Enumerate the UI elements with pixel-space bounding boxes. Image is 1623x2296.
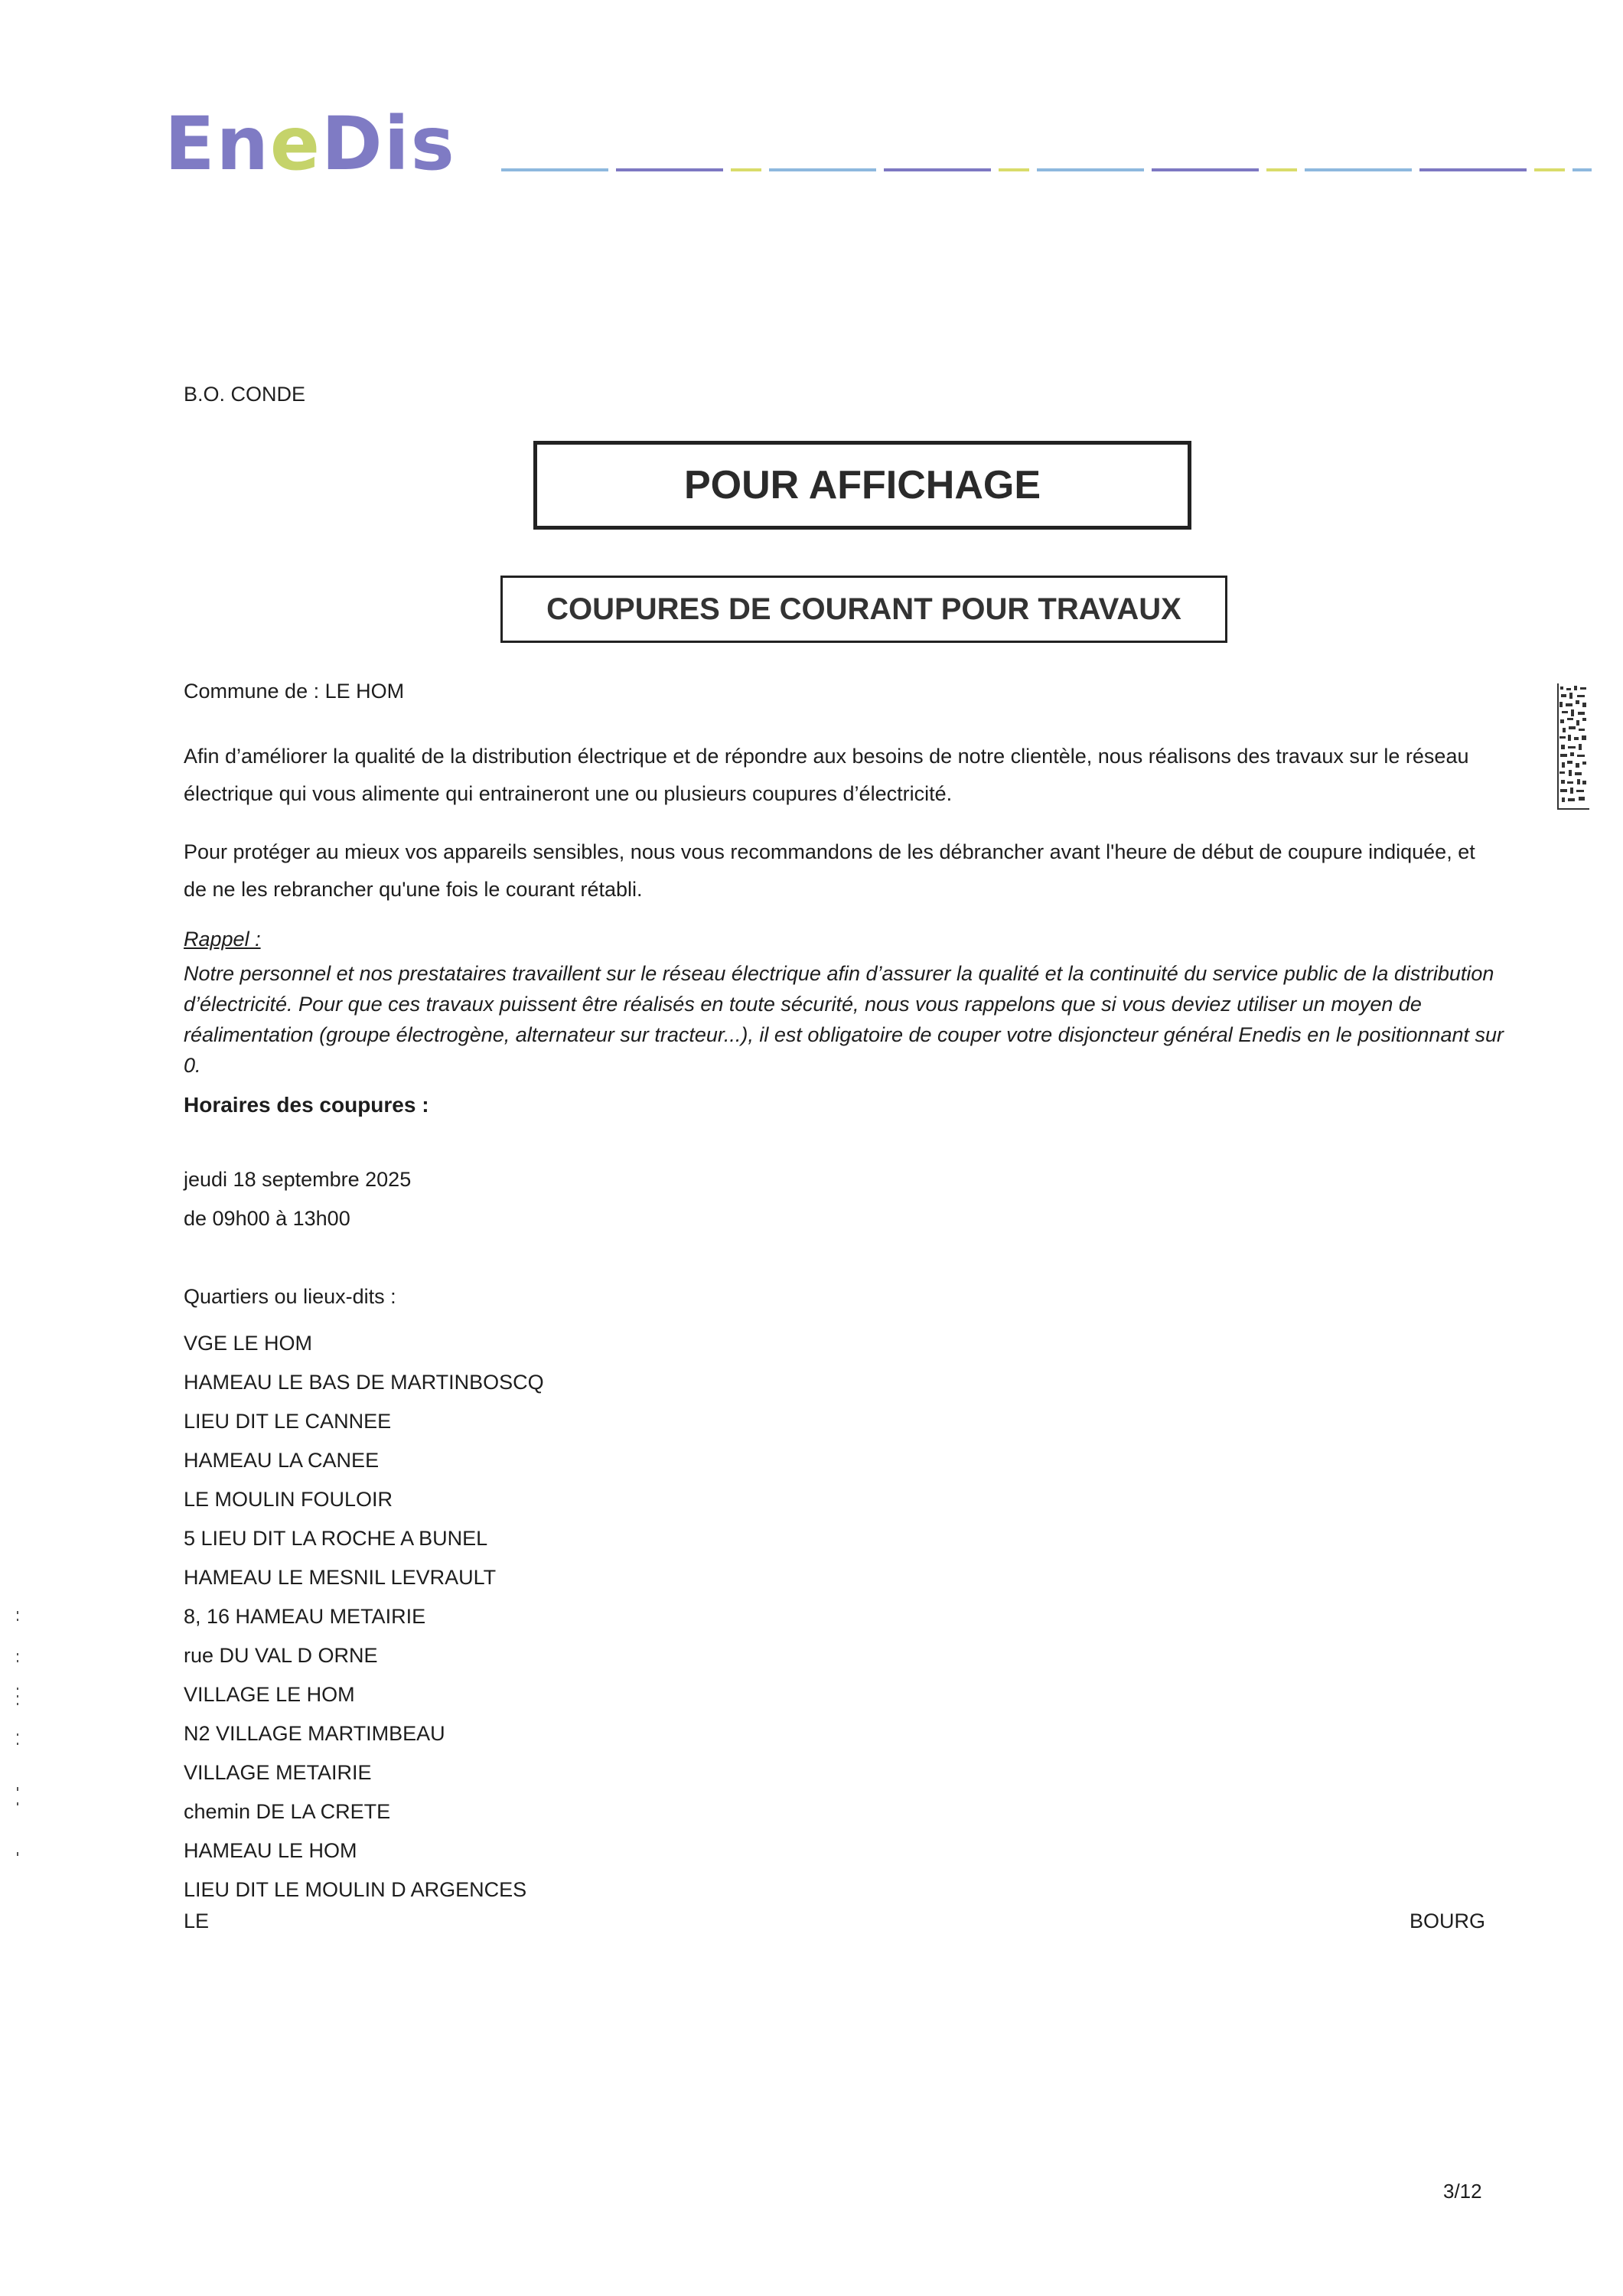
commune-line: Commune de : LE HOM xyxy=(184,680,405,703)
list-item: 8, 16 HAMEAU METAIRIE xyxy=(184,1605,426,1628)
list-item: VILLAGE METAIRIE xyxy=(184,1761,372,1784)
list-item: LIEU DIT LE CANNEE xyxy=(184,1410,392,1433)
last-line-right: BOURG xyxy=(1410,1910,1486,1932)
lieux-heading: Quartiers ou lieux-dits : xyxy=(184,1285,396,1308)
rappel-text: Notre personnel et nos prestataires travaillent sur le réseau électrique afin d’assurer la qualité et la continuité du service public de la distribution d’électricité. Pour que ces travaux puissent être réalisés en toute sécurité, nous vous rappelons que si vous deviez utiliser un moyen de réalimentation (groupe électrogène, alternateur sur tracteur...), il est obligatoire de couper votre disjoncteur général Enedis en le positionnant sur 0. xyxy=(184,962,1504,1077)
subtitle-text: COUPURES DE COURANT POUR TRAVAUX xyxy=(546,592,1181,626)
list-item: HAMEAU LE HOM xyxy=(184,1839,357,1862)
advice-paragraph: Pour protéger au mieux vos appareils sensibles, nous vous recommandons de les débrancher avant l'heure de début de coupure indiquée, et de ne les rebrancher qu'une fois le courant rétabli. xyxy=(184,840,1475,901)
sender-label: B.O. CONDE xyxy=(184,383,306,406)
page-number: 3/12 xyxy=(1443,2180,1482,2203)
outage-date: jeudi 18 septembre 2025 xyxy=(184,1168,412,1191)
list-item: LIEU DIT LE MOULIN D ARGENCES xyxy=(184,1878,527,1901)
datamatrix-code-icon xyxy=(1557,683,1589,810)
title-box xyxy=(533,441,1191,530)
list-item: HAMEAU LE MESNIL LEVRAULT xyxy=(184,1566,497,1589)
subtitle-box xyxy=(500,576,1227,643)
list-item: LE MOULIN FOULOIR xyxy=(184,1488,393,1511)
logo-text-part3: Dis xyxy=(321,101,456,187)
scan-marks xyxy=(15,1611,21,1864)
outage-time: de 09h00 à 13h00 xyxy=(184,1207,350,1230)
list-item: VILLAGE LE HOM xyxy=(184,1683,355,1706)
list-item: N2 VILLAGE MARTIMBEAU xyxy=(184,1722,445,1745)
last-line-left: LE xyxy=(184,1910,210,1932)
list-item: HAMEAU LE BAS DE MARTINBOSCQ xyxy=(184,1371,544,1394)
list-item: chemin DE LA CRETE xyxy=(184,1800,391,1823)
list-item: HAMEAU LA CANEE xyxy=(184,1449,380,1472)
enedis-logo xyxy=(165,101,456,187)
header-rule xyxy=(501,168,1592,171)
list-item: VGE LE HOM xyxy=(184,1332,313,1355)
intro-paragraph: Afin d’améliorer la qualité de la distribution électrique et de répondre aux besoins de notre clientèle, nous réalisons des travaux sur le réseau électrique qui vous alimente qui entraineront une ou plusieurs coupures d’électricité. xyxy=(184,745,1469,805)
list-item: 5 LIEU DIT LA ROCHE A BUNEL xyxy=(184,1527,488,1550)
title-text: POUR AFFICHAGE xyxy=(683,463,1041,507)
rappel-colon: : xyxy=(249,928,261,951)
logo-text-part2: e xyxy=(269,101,322,187)
rappel-heading xyxy=(184,928,261,951)
lieux-list xyxy=(184,1324,544,1910)
list-item: rue DU VAL D ORNE xyxy=(184,1644,378,1667)
rappel-label: Rappel xyxy=(184,928,249,951)
horaires-heading: Horaires des coupures : xyxy=(184,1093,429,1117)
logo-text-part1: En xyxy=(165,101,270,187)
